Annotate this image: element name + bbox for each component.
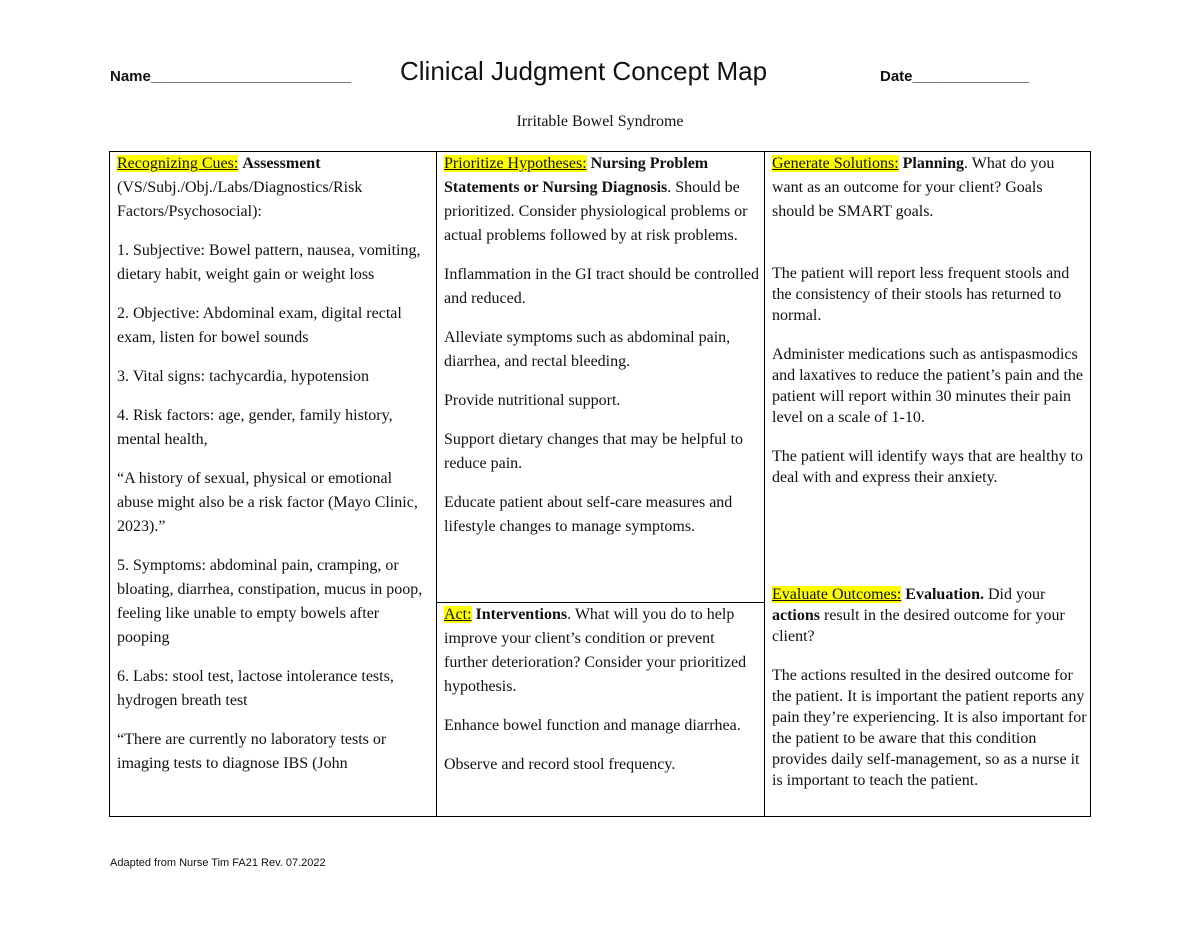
generate-solutions-header xyxy=(772,152,1088,224)
hypothesis-item: Alleviate symptoms such as abdominal pain, diarrhea, and rectal bleeding. xyxy=(444,329,731,370)
act-header xyxy=(444,603,760,699)
evaluate-outcomes-label: Evaluate Outcomes: xyxy=(772,586,902,603)
table-bottom-border xyxy=(109,816,1091,817)
recognizing-cues-cell xyxy=(117,152,432,814)
cue-item: 5. Symptoms: abdominal pain, cramping, or bloating, diarrhea, constipation, mucus in poop, feeling like unable to empty bowels after pooping xyxy=(117,557,423,646)
column-divider-1 xyxy=(436,151,437,817)
cue-item: “There are currently no laboratory tests or imaging tests to diagnose IBS (John xyxy=(117,731,387,772)
cue-item: 1. Subjective: Bowel pattern, nausea, vomiting, dietary habit, weight gain or weight loss xyxy=(117,242,421,283)
assessment-description: (VS/Subj./Obj./Labs/Diagnostics/Risk Factors/Psychosocial): xyxy=(117,179,363,220)
concept-map-table xyxy=(109,151,1091,817)
footer-note: Adapted from Nurse Tim FA21 Rev. 07.2022 xyxy=(110,857,326,869)
evaluation-description-start: Did your xyxy=(983,586,1046,603)
nursing-diagnosis-description: . Should be prioritized. Consider physiological problems or actual problems followed by at risk problems. xyxy=(444,179,748,244)
column-divider-2 xyxy=(764,151,765,817)
intervention-item: Enhance bowel function and manage diarrhea. xyxy=(444,717,741,734)
nursing-diagnosis-heading: Nursing Problem Statements or Nursing Diagnosis xyxy=(444,155,709,196)
planning-item: The patient will identify ways that are healthy to deal with and express their anxiety. xyxy=(772,448,1084,486)
evaluate-outcomes-cell xyxy=(772,584,1090,815)
evaluation-actions-word: actions xyxy=(772,607,820,624)
hypothesis-item: Inflammation in the GI tract should be controlled and reduced. xyxy=(444,266,760,307)
prioritize-hypotheses-cell xyxy=(444,152,760,600)
planning-item: The patient will report less frequent stools and the consistency of their stools has returned to normal. xyxy=(772,265,1070,324)
act-cell xyxy=(444,603,760,815)
hypothesis-item: Support dietary changes that may be helpful to reduce pain. xyxy=(444,431,744,472)
evaluation-description-end: result in the desired outcome for your client? xyxy=(772,607,1065,645)
planning-description: . What do you want as an outcome for your client? Goals should be SMART goals. xyxy=(772,155,1055,220)
table-right-border xyxy=(1090,151,1091,817)
hypothesis-item: Educate patient about self-care measures and lifestyle changes to manage symptoms. xyxy=(444,494,733,535)
prioritize-hypotheses-label: Prioritize Hypotheses: xyxy=(444,155,587,172)
evaluation-heading: Evaluation. xyxy=(905,586,984,603)
table-left-border xyxy=(109,151,110,817)
cue-item: 2. Objective: Abdominal exam, digital rectal exam, listen for bowel sounds xyxy=(117,305,402,346)
cue-item: 3. Vital signs: tachycardia, hypotension xyxy=(117,368,370,385)
interventions-heading: Interventions xyxy=(475,606,568,623)
name-field-label: Name________________________ xyxy=(110,68,352,85)
assessment-heading: Assessment xyxy=(242,155,321,172)
page-title: Clinical Judgment Concept Map xyxy=(400,56,768,86)
cue-item: “A history of sexual, physical or emotional abuse might also be a risk factor (Mayo Clinic, 2023).” xyxy=(117,470,418,535)
interventions-description: . What will you do to help improve your client’s condition or prevent further deterioration? Consider your prioritized hypothesis. xyxy=(444,606,747,695)
prioritize-hypotheses-header xyxy=(444,152,760,248)
topic-subtitle: Irritable Bowel Syndrome xyxy=(516,113,684,130)
act-label: Act: xyxy=(444,606,472,623)
intervention-item: Observe and record stool frequency. xyxy=(444,756,676,773)
date-field-label: Date______________ xyxy=(880,68,1030,85)
planning-heading: Planning xyxy=(902,155,964,172)
recognizing-cues-header xyxy=(117,152,432,224)
planning-item: Administer medications such as antispasmodics and laxatives to reduce the patient’s pain and the patient will report within 30 minutes their pain level on a scale of 1-10. xyxy=(772,346,1083,426)
recognizing-cues-label: Recognizing Cues: xyxy=(117,155,239,172)
evaluation-item: The actions resulted in the desired outcome for the patient. It is important the patient reports any pain they’re experiencing. It is also important for the patient to be aware that this condition provides daily self-management, so as a nurse it is important to teach the patient. xyxy=(772,667,1087,789)
generate-solutions-label: Generate Solutions: xyxy=(772,155,899,172)
evaluate-outcomes-header xyxy=(772,584,1090,647)
generate-solutions-cell xyxy=(772,152,1088,582)
hypothesis-item: Provide nutritional support. xyxy=(444,392,621,409)
cue-item: 4. Risk factors: age, gender, family history, mental health, xyxy=(117,407,393,448)
cue-item: 6. Labs: stool test, lactose intolerance tests, hydrogen breath test xyxy=(117,668,394,709)
